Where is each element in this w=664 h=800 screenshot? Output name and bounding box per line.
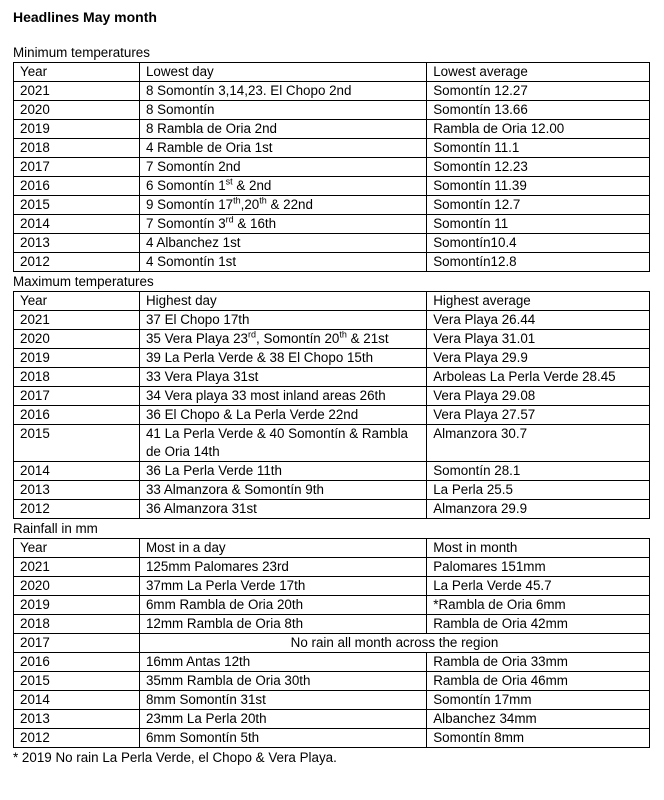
day-cell: 8 Somontín 3,14,23. El Chopo 2nd [139, 82, 426, 101]
column-header: Lowest average [427, 63, 650, 82]
year-cell: 2015 [14, 425, 140, 462]
day-cell [139, 330, 426, 349]
year-cell: 2021 [14, 311, 140, 330]
day-cell [139, 215, 426, 234]
year-cell: 2020 [14, 330, 140, 349]
year-cell: 2014 [14, 462, 140, 481]
min-temperatures-table [13, 62, 650, 272]
day-cell: 37 El Chopo 17th [139, 311, 426, 330]
day-cell: 8mm Somontín 31st [139, 691, 426, 710]
ordinal-suffix: th [233, 195, 241, 206]
year-cell: 2016 [14, 653, 140, 672]
average-cell: Somontín 17mm [427, 691, 650, 710]
column-header: Year [14, 63, 140, 82]
table-row [14, 330, 650, 349]
column-header: Year [14, 292, 140, 311]
year-cell: 2013 [14, 710, 140, 729]
table-row [14, 596, 650, 615]
average-cell: Somontín 13.66 [427, 101, 650, 120]
table-row [14, 634, 650, 653]
table-header-row [14, 539, 650, 558]
year-cell: 2017 [14, 158, 140, 177]
average-cell: Vera Playa 29.9 [427, 349, 650, 368]
day-cell: 4 Somontín 1st [139, 253, 426, 272]
average-cell: Albanchez 34mm [427, 710, 650, 729]
day-text: & 16th [233, 216, 277, 231]
year-cell: 2020 [14, 577, 140, 596]
average-cell: Somontín 8mm [427, 729, 650, 748]
day-cell: 23mm La Perla 20th [139, 710, 426, 729]
day-cell: 33 Almanzora & Somontín 9th [139, 481, 426, 500]
day-cell: 16mm Antas 12th [139, 653, 426, 672]
year-cell: 2014 [14, 215, 140, 234]
max-temperatures-table [13, 291, 650, 519]
table-row [14, 558, 650, 577]
average-cell: Somontín10.4 [427, 234, 650, 253]
day-cell: 8 Somontín [139, 101, 426, 120]
max-section-label: Maximum temperatures [13, 274, 154, 289]
average-cell: Almanzora 30.7 [427, 425, 650, 462]
year-cell: 2017 [14, 634, 140, 653]
day-cell: 125mm Palomares 23rd [139, 558, 426, 577]
year-cell: 2017 [14, 387, 140, 406]
year-cell: 2019 [14, 596, 140, 615]
year-cell: 2018 [14, 139, 140, 158]
average-cell: La Perla Verde 45.7 [427, 577, 650, 596]
table-row [14, 139, 650, 158]
table-row [14, 82, 650, 101]
ordinal-suffix: st [225, 176, 233, 187]
table-row [14, 406, 650, 425]
average-cell: Vera Playa 31.01 [427, 330, 650, 349]
table-row [14, 349, 650, 368]
day-text: 7 Somontín 3 [145, 216, 226, 231]
day-cell: 4 Albanchez 1st [139, 234, 426, 253]
average-cell: Vera Playa 27.57 [427, 406, 650, 425]
average-cell: Arboleas La Perla Verde 28.45 [427, 368, 650, 387]
day-cell: 12mm Rambla de Oria 8th [139, 615, 426, 634]
day-text: 35 Vera Playa 23 [145, 331, 248, 346]
ordinal-suffix: th [339, 329, 347, 340]
day-cell: 36 El Chopo & La Perla Verde 22nd [139, 406, 426, 425]
table-row [14, 691, 650, 710]
average-cell: Somontín 12.7 [427, 196, 650, 215]
day-text: 6 Somontín 1 [145, 178, 226, 193]
day-text: & 2nd [232, 178, 272, 193]
rain-section-label: Rainfall in mm [13, 521, 98, 536]
day-text: ,20 [240, 197, 260, 212]
table-row [14, 425, 650, 462]
year-cell: 2016 [14, 406, 140, 425]
day-text: 9 Somontín 17 [145, 197, 234, 212]
day-cell: 6mm Rambla de Oria 20th [139, 596, 426, 615]
day-cell: 34 Vera playa 33 most inland areas 26th [139, 387, 426, 406]
average-cell: Palomares 151mm [427, 558, 650, 577]
table-row [14, 234, 650, 253]
table-row [14, 158, 650, 177]
year-cell: 2019 [14, 349, 140, 368]
average-cell: Somontín12.8 [427, 253, 650, 272]
average-cell: Somontín 11 [427, 215, 650, 234]
table-row [14, 120, 650, 139]
table-row [14, 253, 650, 272]
table-row [14, 177, 650, 196]
day-cell: 8 Rambla de Oria 2nd [139, 120, 426, 139]
year-cell: 2014 [14, 691, 140, 710]
table-row [14, 481, 650, 500]
day-cell: 41 La Perla Verde & 40 Somontín & Rambla de Oria 14th [139, 425, 426, 462]
rainfall-table [13, 538, 650, 748]
merged-note-cell: No rain all month across the region [139, 634, 649, 653]
average-cell: Somontín 28.1 [427, 462, 650, 481]
day-cell: 7 Somontín 2nd [139, 158, 426, 177]
day-text: & 22nd [266, 197, 313, 212]
table-row [14, 672, 650, 691]
table-row [14, 500, 650, 519]
table-row [14, 215, 650, 234]
column-header: Most in month [427, 539, 650, 558]
day-text: & 21st [346, 331, 389, 346]
column-header: Highest average [427, 292, 650, 311]
average-cell: Somontín 11.1 [427, 139, 650, 158]
year-cell: 2018 [14, 368, 140, 387]
day-cell: 6mm Somontín 5th [139, 729, 426, 748]
table-row [14, 577, 650, 596]
day-cell [139, 177, 426, 196]
day-cell: 37mm La Perla Verde 17th [139, 577, 426, 596]
table-row [14, 462, 650, 481]
ordinal-suffix: rd [225, 214, 234, 225]
average-cell: Somontín 12.27 [427, 82, 650, 101]
column-header: Highest day [139, 292, 426, 311]
year-cell: 2015 [14, 196, 140, 215]
year-cell: 2021 [14, 82, 140, 101]
year-cell: 2021 [14, 558, 140, 577]
year-cell: 2018 [14, 615, 140, 634]
table-row [14, 710, 650, 729]
year-cell: 2013 [14, 234, 140, 253]
min-section-label: Minimum temperatures [13, 45, 150, 60]
year-cell: 2020 [14, 101, 140, 120]
average-cell: Almanzora 29.9 [427, 500, 650, 519]
column-header: Lowest day [139, 63, 426, 82]
column-header: Year [14, 539, 140, 558]
average-cell: La Perla 25.5 [427, 481, 650, 500]
table-header-row [14, 63, 650, 82]
average-cell: *Rambla de Oria 6mm [427, 596, 650, 615]
table-header-row [14, 292, 650, 311]
year-cell: 2012 [14, 253, 140, 272]
year-cell: 2013 [14, 481, 140, 500]
year-cell: 2012 [14, 500, 140, 519]
document-title: Headlines May month [13, 9, 157, 25]
day-cell: 36 Almanzora 31st [139, 500, 426, 519]
day-cell: 39 La Perla Verde & 38 El Chopo 15th [139, 349, 426, 368]
table-row [14, 368, 650, 387]
year-cell: 2015 [14, 672, 140, 691]
year-cell: 2016 [14, 177, 140, 196]
day-cell: 35mm Rambla de Oria 30th [139, 672, 426, 691]
average-cell: Rambla de Oria 12.00 [427, 120, 650, 139]
year-cell: 2012 [14, 729, 140, 748]
day-cell: 33 Vera Playa 31st [139, 368, 426, 387]
average-cell: Rambla de Oria 46mm [427, 672, 650, 691]
table-row [14, 387, 650, 406]
average-cell: Somontín 11.39 [427, 177, 650, 196]
day-cell: 4 Ramble de Oria 1st [139, 139, 426, 158]
table-row [14, 615, 650, 634]
column-header: Most in a day [139, 539, 426, 558]
average-cell: Somontín 12.23 [427, 158, 650, 177]
day-text: , Somontín 20 [256, 331, 340, 346]
footnote: * 2019 No rain La Perla Verde, el Chopo & Vera Playa. [13, 750, 337, 765]
ordinal-suffix: th [259, 195, 267, 206]
day-cell: 36 La Perla Verde 11th [139, 462, 426, 481]
ordinal-suffix: rd [247, 329, 256, 340]
table-row [14, 653, 650, 672]
day-cell [139, 196, 426, 215]
table-row [14, 196, 650, 215]
average-cell: Vera Playa 29.08 [427, 387, 650, 406]
year-cell: 2019 [14, 120, 140, 139]
table-row [14, 729, 650, 748]
table-row [14, 101, 650, 120]
table-row [14, 311, 650, 330]
average-cell: Vera Playa 26.44 [427, 311, 650, 330]
average-cell: Rambla de Oria 42mm [427, 615, 650, 634]
average-cell: Rambla de Oria 33mm [427, 653, 650, 672]
